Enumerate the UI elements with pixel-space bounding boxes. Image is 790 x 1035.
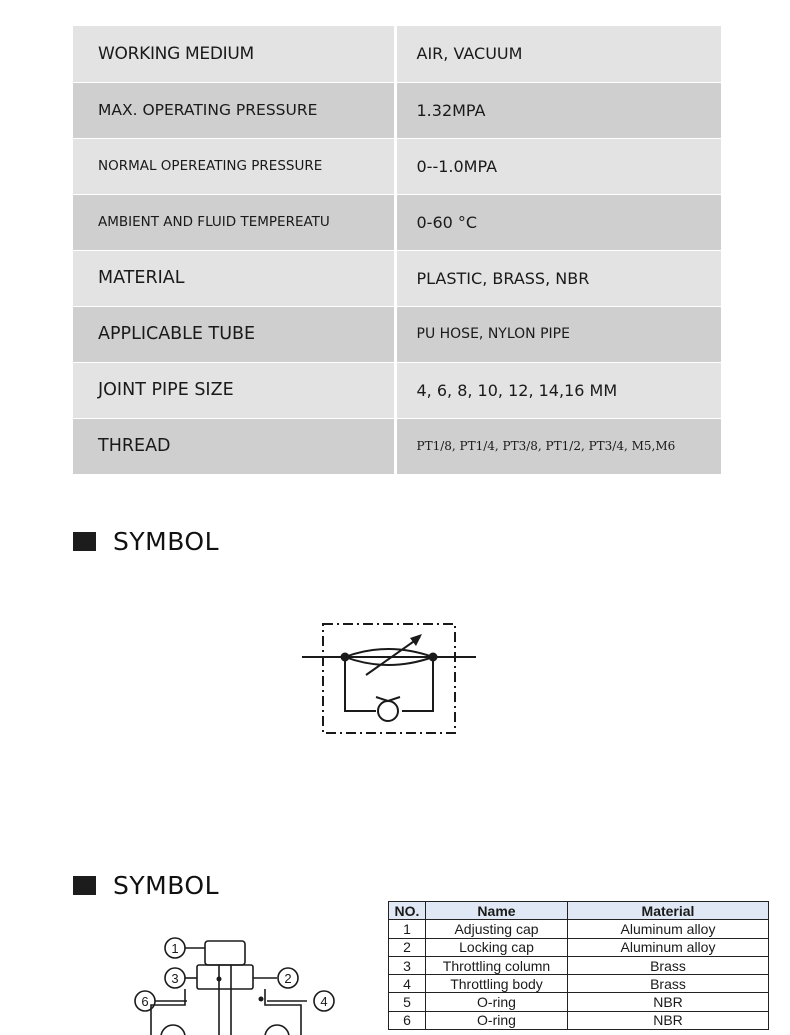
spec-value: 0-60 °C bbox=[395, 194, 721, 250]
flow-control-valve-symbol bbox=[298, 617, 480, 739]
spec-value: PLASTIC, BRASS, NBR bbox=[395, 250, 721, 306]
spec-row-thread bbox=[73, 418, 721, 474]
spec-value: 4, 6, 8, 10, 12, 14,16 MM bbox=[395, 362, 721, 418]
spec-key: MATERIAL bbox=[73, 250, 395, 306]
spec-row-temperature bbox=[73, 194, 721, 250]
part-name: O-ring bbox=[426, 1011, 568, 1029]
callout-3: 3 bbox=[171, 971, 179, 986]
section-heading-symbol-2 bbox=[73, 871, 219, 900]
part-material: Brass bbox=[568, 975, 769, 993]
spec-key: MAX. OPERATING PRESSURE bbox=[73, 82, 395, 138]
spec-row-working-medium bbox=[73, 26, 721, 82]
section-title: SYMBOL bbox=[113, 871, 220, 900]
callout-6: 6 bbox=[141, 994, 149, 1009]
part-no: 3 bbox=[389, 956, 426, 974]
part-name: Throttling body bbox=[426, 975, 568, 993]
part-no: 2 bbox=[389, 938, 426, 956]
table-row bbox=[389, 975, 769, 993]
part-no: 6 bbox=[389, 1011, 426, 1029]
spec-row-max-pressure bbox=[73, 82, 721, 138]
section-title: SYMBOL bbox=[113, 527, 220, 556]
spec-row-joint-pipe-size bbox=[73, 362, 721, 418]
spec-key: NORMAL OPEREATING PRESSURE bbox=[73, 138, 395, 194]
spec-key: JOINT PIPE SIZE bbox=[73, 362, 395, 418]
part-material: NBR bbox=[568, 1011, 769, 1029]
square-bullet-icon bbox=[73, 876, 96, 895]
spec-value: 1.32MPA bbox=[395, 82, 721, 138]
part-material: NBR bbox=[568, 993, 769, 1011]
spec-value: 0--1.0MPA bbox=[395, 138, 721, 194]
part-name: O-ring bbox=[426, 993, 568, 1011]
spec-row-normal-pressure bbox=[73, 138, 721, 194]
spec-value: AIR, VACUUM bbox=[395, 26, 721, 82]
part-no: 1 bbox=[389, 920, 426, 938]
header-no: NO. bbox=[389, 902, 426, 920]
part-material: Aluminum alloy bbox=[568, 920, 769, 938]
spec-row-material bbox=[73, 250, 721, 306]
table-row bbox=[389, 1011, 769, 1029]
callout-1: 1 bbox=[171, 941, 179, 956]
spec-key: THREAD bbox=[73, 418, 395, 474]
part-material: Aluminum alloy bbox=[568, 938, 769, 956]
part-name: Locking cap bbox=[426, 938, 568, 956]
header-material: Material bbox=[568, 902, 769, 920]
spec-row-applicable-tube bbox=[73, 306, 721, 362]
part-name: Throttling column bbox=[426, 956, 568, 974]
square-bullet-icon bbox=[73, 532, 96, 551]
spec-value: PU HOSE, NYLON PIPE bbox=[395, 306, 721, 362]
part-no: 5 bbox=[389, 993, 426, 1011]
spec-table bbox=[73, 26, 721, 475]
parts-table bbox=[388, 901, 769, 1030]
spec-key: WORKING MEDIUM bbox=[73, 26, 395, 82]
callout-2: 2 bbox=[284, 971, 292, 986]
part-no: 4 bbox=[389, 975, 426, 993]
table-row bbox=[389, 956, 769, 974]
spec-key: AMBIENT AND FLUID TEMPEREATU bbox=[73, 194, 395, 250]
spec-key: APPLICABLE TUBE bbox=[73, 306, 395, 362]
section-heading-symbol bbox=[73, 527, 219, 556]
table-row bbox=[389, 938, 769, 956]
callout-4: 4 bbox=[320, 994, 328, 1009]
part-material: Brass bbox=[568, 956, 769, 974]
assembly-drawing bbox=[125, 935, 345, 1035]
part-name: Adjusting cap bbox=[426, 920, 568, 938]
spec-value: PT1/8, PT1/4, PT3/8, PT1/2, PT3/4, M5,M6 bbox=[395, 418, 721, 474]
header-name: Name bbox=[426, 902, 568, 920]
parts-header-row bbox=[389, 902, 769, 920]
table-row bbox=[389, 993, 769, 1011]
table-row bbox=[389, 920, 769, 938]
